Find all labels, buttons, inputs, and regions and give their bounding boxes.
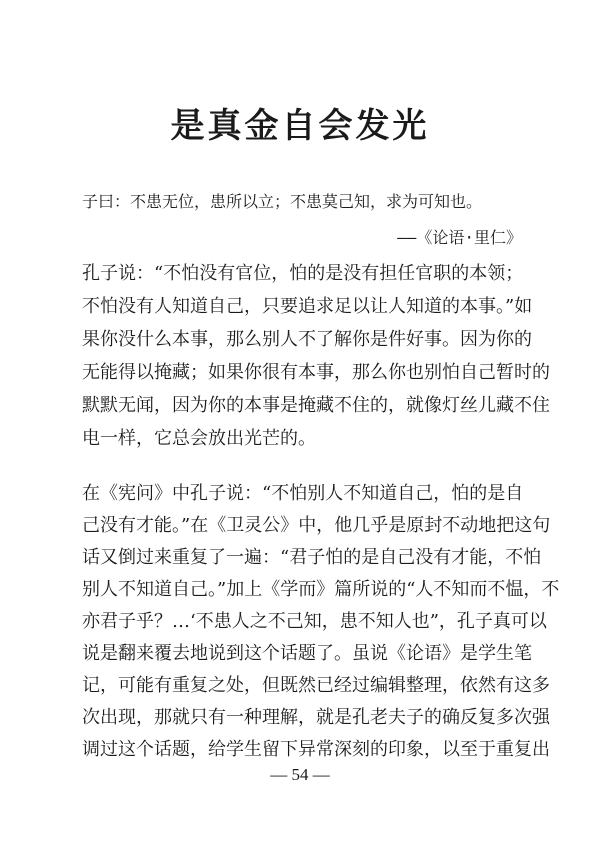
paragraph-line: 亦君子乎？…‘不患人之不己知，患不知人也”，孔子真可以 [82,611,547,632]
paragraph-line: 调过这个话题，给学生留下异常深刻的印象，以至于重复出 [82,739,550,760]
paragraph-line: 次出现，那就只有一种理解，就是孔老夫子的确反复多次强 [82,707,550,728]
quote-source: ——《论语·里仁》 [397,228,522,247]
paragraph-line: 孔子说：“不怕没有官位，怕的是没有担任官职的本领； [82,263,524,284]
page-title: 是真金自会发光 [170,106,430,146]
paragraph-line: 说是翻来覆去地说到这个话题了。虽说《论语》是学生笔 [82,643,532,664]
paragraph-line: 话又倒过来重复了一遍：“君子怕的是自己没有才能，不怕 [82,547,542,568]
paragraph-line: 果你没什么本事，那么别人不了解你是件好事。因为你的 [82,329,532,350]
paragraph-line: 记，可能有重复之处，但既然已经过编辑整理，依然有这多 [82,675,550,696]
paragraph-line: 在《宪问》中孔子说：“不怕别人不知道自己，怕的是自 [82,483,524,504]
paragraph-line: 电一样，它总会放出光芒的。 [82,428,316,449]
paragraph-line: 默默无闻，因为你的本事是掩藏不住的，就像灯丝儿藏不住 [82,395,550,416]
paragraph-line: 不怕没有人知道自己，只要追求足以让人知道的本事。”如 [82,296,533,317]
quote-line: 子曰：不患无位，患所以立；不患莫己知，求为可知也。 [82,192,483,211]
paragraph-line: 无能得以掩藏；如果你很有本事，那么你也别怕自己暂时的 [82,362,550,383]
paragraph-line: 己没有才能。”在《卫灵公》中，他几乎是原封不动地把这句 [82,515,551,536]
page-number: — 54 — [270,765,330,784]
paragraph-line: 别人不知道自己。”加上《学而》篇所说的“人不知而不愠，不 [82,579,560,600]
